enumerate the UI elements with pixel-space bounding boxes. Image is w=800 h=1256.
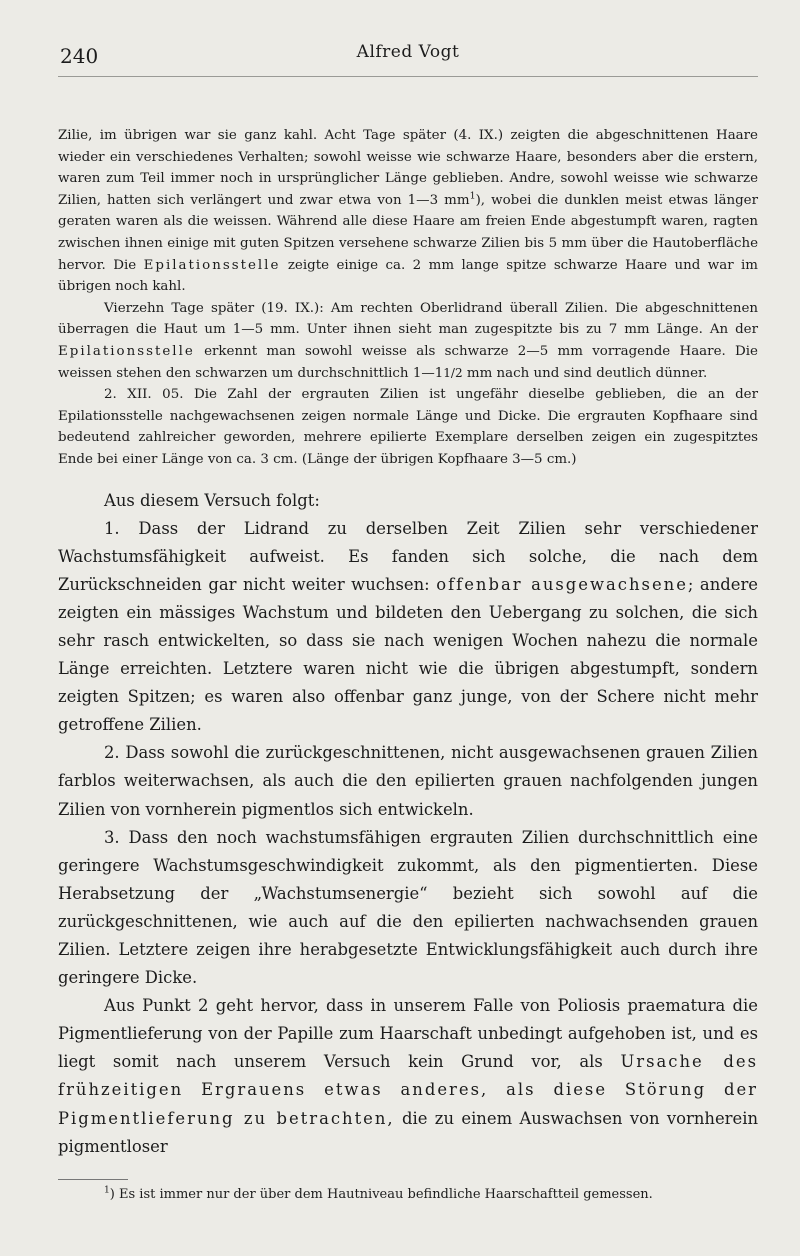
spaced-term: Epilationsstelle: [143, 257, 281, 273]
running-head: Alfred Vogt: [356, 42, 460, 62]
paragraph-small-1: Zilie, im übrigen war sie ganz kahl. Acht Tage später (4. IX.) zeigten die abgeschnittenen Haare wieder ein verschiedenes Verhalten; sowohl weisse wie schwarze Haare, besonders aber die erstern, waren zum Teil immer noch in ursprünglicher Länge geblieben. Andre, sowohl weisse wie schwarze Zilien, hatten sich verlängert und zwar etwa von 1—3 $mm^1$), wobei die dunklen meist etwas länger geraten waren als die weissen. Während alle diese Haare am freien Ende abgestumpft waren, ragten zwischen ihnen einige mit guten Spitzen versehene schwarze Zilien bis 5 mm über die Hautoberfläche hervor. Die Epilationsstelle zeigte einige ca. 2 mm lange spitze schwarze Haare und war im übrigen noch kahl.: [58, 128, 759, 295]
page-header: [58, 36, 758, 77]
page-number: 240: [60, 44, 99, 68]
paragraph-point-3: 3. Dass den noch wachstumsfähigen ergrauten Zilien durchschnittlich eine geringere Wachstumsgeschwindigkeit zukommt, als den pigmentierten. Diese Herabsetzung der „Wachstumsenergie“ bezieht sich sowohl auf die zurückgeschnittenen, wie auch auf die den epilierten nachwachsenden grauen Zilien. Letztere zeigen ihre herabgesetzte Entwicklungsfähigkeit auch durch ihre geringere Dicke.: [58, 827, 758, 988]
fraction: 1/2: [443, 365, 463, 380]
footnote-ref: 1: [469, 190, 476, 202]
paragraph-conclusion: Aus Punkt 2 geht hervor, dass in unserem Falle von Poliosis praematura die Pigmentlieferung von der Papille zum Haarschaft unbedingt aufgehoben ist, und es liegt somit nach unserem Versuch kein Grund vor, als Ursache des frühzeitigen Ergrauens etwas anderes, als diese Störung der Pigmentlieferung zu betrachten, die zu einem Auswachsen von vornherein pigmentloser: [58, 996, 758, 1156]
footnote-marker: 1: [104, 1185, 110, 1196]
paragraph-intro: Aus diesem Versuch folgt:: [104, 490, 320, 510]
footnote-rule: [58, 1179, 128, 1180]
paragraph-point-2: 2. Dass sowohl die zurückgeschnittenen, nicht ausgewachsenen grauen Zilien farblos weiterwachsen, als auch die den epilierten grauen nachfolgenden jungen Zilien von vornherein pigmentlos sich entwickeln.: [58, 743, 758, 819]
main-text-section: [58, 487, 758, 1161]
small-print-section: [58, 125, 758, 471]
paragraph-small-3: 2. XII. 05. Die Zahl der ergrauten Zilien ist ungefähr dieselbe geblieben, die an der Epilationsstelle nachgewachsenen zeigen normale Länge und Dicke. Die ergrauten Kopfhaare sind bedeutend zahlreicher geworden, mehrere epilierte Exemplare derselben zeigen ein zugespitztes Ende bei einer Länge von ca. 3 cm. (Länge der übrigen Kopfhaare 3—5 cm.): [58, 387, 758, 467]
paragraph-small-2: Vierzehn Tage später (19. IX.): Am rechten Oberlidrand überall Zilien. Die abgeschnittenen überragen die Haut um 1—5 mm. Unter ihnen sieht man zugespitzte bis zu 7 mm Länge. An der Epilationsstelle erkennt man sowohl weisse als schwarze 2—5 mm vorragende Haare. Die weissen stehen den schwarzen um durchschnittlich 1—11/2 mm nach und sind deutlich dünner.: [58, 300, 758, 381]
footnote: $^1$) Es ist immer nur der über dem Hautniveau befindliche Haarschaftteil gemessen.: [104, 1185, 653, 1202]
paragraph-point-1: 1. Dass der Lidrand zu derselben Zeit Zilien sehr verschiedener Wachstumsfähigkeit aufweist. Es fanden sich solche, die nach dem Zurückschneiden gar nicht weiter wuchsen: offenbar ausgewachsene; andere zeigten ein mässiges Wachstum und bildeten den Uebergang zu solchen, die sich sehr rasch entwickelten, so dass sie nach wenigen Wochen nahezu die normale Länge erreichten. Letztere waren nicht wie die übrigen abgestumpft, sondern zeigten Spitzen; es waren also offenbar ganz junge, von der Schere nicht mehr getroffene Zilien.: [58, 518, 758, 735]
spaced-term: offenbar ausgewachsene: [436, 574, 688, 594]
spaced-term: Epilationsstelle: [58, 343, 195, 359]
book-page: [58, 36, 758, 1205]
spaced-term: Ursache des frühzeitigen Ergrauens etwas anderes, als diese Störung der Pigmentlieferung zu betrachten,: [58, 1052, 758, 1128]
